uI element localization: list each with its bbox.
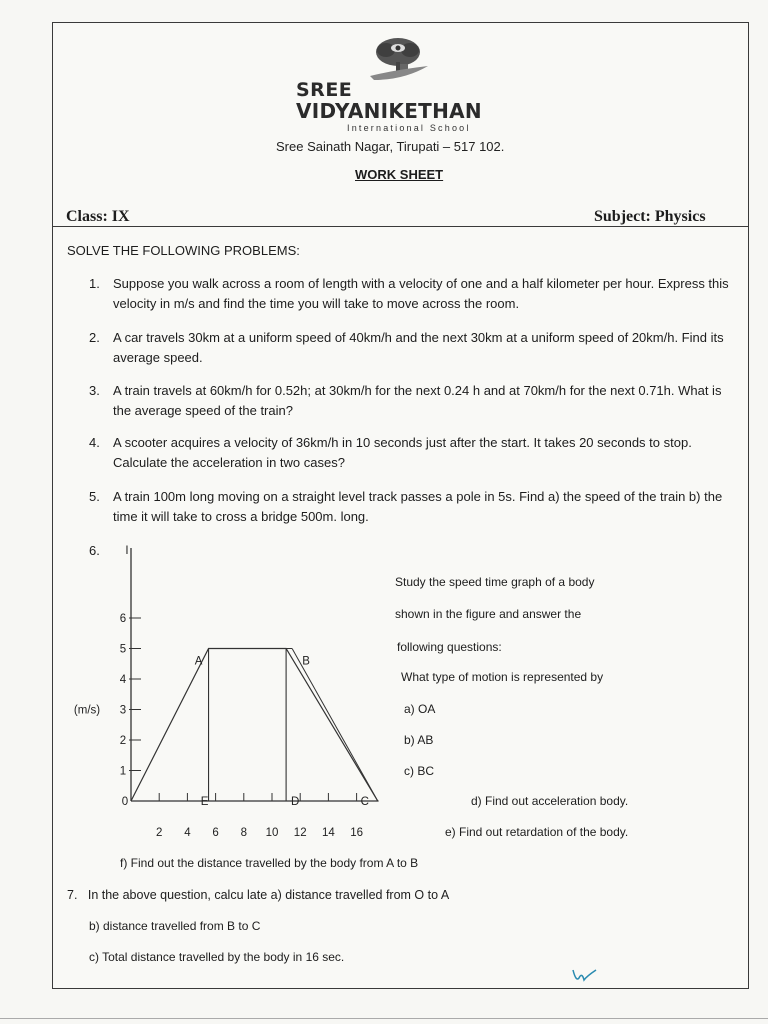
question-number: 4. <box>89 435 100 450</box>
y-tick-label: 1 <box>119 765 127 778</box>
question-7-line-1 <box>67 888 449 902</box>
question-number: 7. <box>67 888 78 902</box>
q6-part-d: d) Find out acceleration body. <box>471 794 629 808</box>
q6-intro-line-3: following questions: <box>397 640 502 654</box>
point-label-e: E <box>200 796 209 808</box>
question-text: A car travels 30km at a uniform speed of 40km/h and the next 30km at a uniform speed of 20km/h. Find its average speed. <box>113 330 724 365</box>
q6-part-f: f) Find out the distance travelled by the body from A to B <box>120 856 419 870</box>
q6-part-b: b) AB <box>404 733 434 747</box>
x-tick-label: 8 <box>240 827 248 839</box>
point-label-c: C <box>360 796 369 808</box>
point-label-b: B <box>302 655 310 668</box>
question-number: 3. <box>89 383 100 398</box>
teacher-signature-icon <box>570 966 600 986</box>
subject-label: Subject: Physics <box>594 208 706 225</box>
question-text: A train 100m long moving on a straight level track passes a pole in 5s. Find a) the speed of the train b) the time it will take to cross a bridge 500m. long. <box>113 489 723 524</box>
instruction: SOLVE THE FOLLOWING PROBLEMS: <box>67 243 300 258</box>
question-number: 6. <box>89 543 100 558</box>
school-name-line2: VIDYANIKETHAN <box>296 99 482 123</box>
school-address: Sree Sainath Nagar, Tirupati – 517 102. <box>276 139 505 154</box>
x-tick-label: 6 <box>212 827 219 839</box>
school-logo-tree-icon <box>364 36 434 82</box>
school-subtitle: International School <box>347 123 471 133</box>
y-tick-label: 2 <box>119 735 127 747</box>
origin-label: 0 <box>121 796 129 808</box>
x-tick-label: 16 <box>350 827 363 839</box>
question-4 <box>89 433 733 473</box>
question-number: 2. <box>89 330 100 345</box>
y-axis-label: (m/s) <box>73 704 101 717</box>
speed-line <box>131 649 378 802</box>
x-tick-label: 12 <box>293 827 307 839</box>
x-tick-label: 14 <box>322 827 335 839</box>
question-number: 5. <box>89 489 100 504</box>
y-tick-label: 3 <box>119 704 127 717</box>
q6-part-c: c) BC <box>404 764 434 778</box>
q6-part-e: e) Find out retardation of the body. <box>445 825 629 839</box>
scan-edge <box>0 1018 768 1019</box>
question-text: A train travels at 60km/h for 0.52h; at 30km/h for the next 0.24 h and at 70km/h for the next 0.71h. What is the average speed of the train? <box>113 383 722 418</box>
q6-intro-line-4: What type of motion is represented by <box>401 670 604 684</box>
school-name-line1: SREE <box>296 79 353 101</box>
question-number: 1. <box>89 276 100 291</box>
y-tick-label: 6 <box>119 613 127 625</box>
x-tick-label: 4 <box>184 827 191 839</box>
speed-time-graph <box>60 540 440 860</box>
header-divider <box>52 226 749 227</box>
q6-part-a: a) OA <box>404 702 436 716</box>
y-tick-label: 4 <box>119 674 127 686</box>
question-7-line-3: c) Total distance travelled by the body in 16 sec. <box>89 950 345 964</box>
speed-line-edge <box>292 649 378 802</box>
question-3 <box>89 381 733 421</box>
question-2 <box>89 328 733 368</box>
x-tick-label: 10 <box>265 827 279 839</box>
q6-intro-line-2: shown in the figure and answer the <box>395 607 582 621</box>
y-axis-top-mark: I <box>125 545 129 557</box>
y-tick-label: 5 <box>119 643 127 656</box>
question-text: A scooter acquires a velocity of 36km/h in 10 seconds just after the start. It takes 20 seconds to stop. Calculate the acceleration in two cases? <box>113 435 692 470</box>
class-label: Class: IX <box>66 208 130 225</box>
question-1 <box>89 274 733 314</box>
point-label-a: A <box>194 655 203 668</box>
x-tick-label: 2 <box>155 827 163 839</box>
question-text: Suppose you walk across a room of length with a velocity of one and a half kilometer per hour. Express this velocity in m/s and find the time you will take to move across the room. <box>113 276 729 311</box>
sheet-title: WORK SHEET <box>355 167 444 182</box>
question-7-line-2: b) distance travelled from B to C <box>89 919 261 933</box>
point-label-d: D <box>290 796 300 808</box>
question-text: In the above question, calcu late a) distance travelled from O to A <box>87 888 450 902</box>
question-5 <box>89 487 733 527</box>
q6-intro-line-1: Study the speed time graph of a body <box>395 575 595 589</box>
